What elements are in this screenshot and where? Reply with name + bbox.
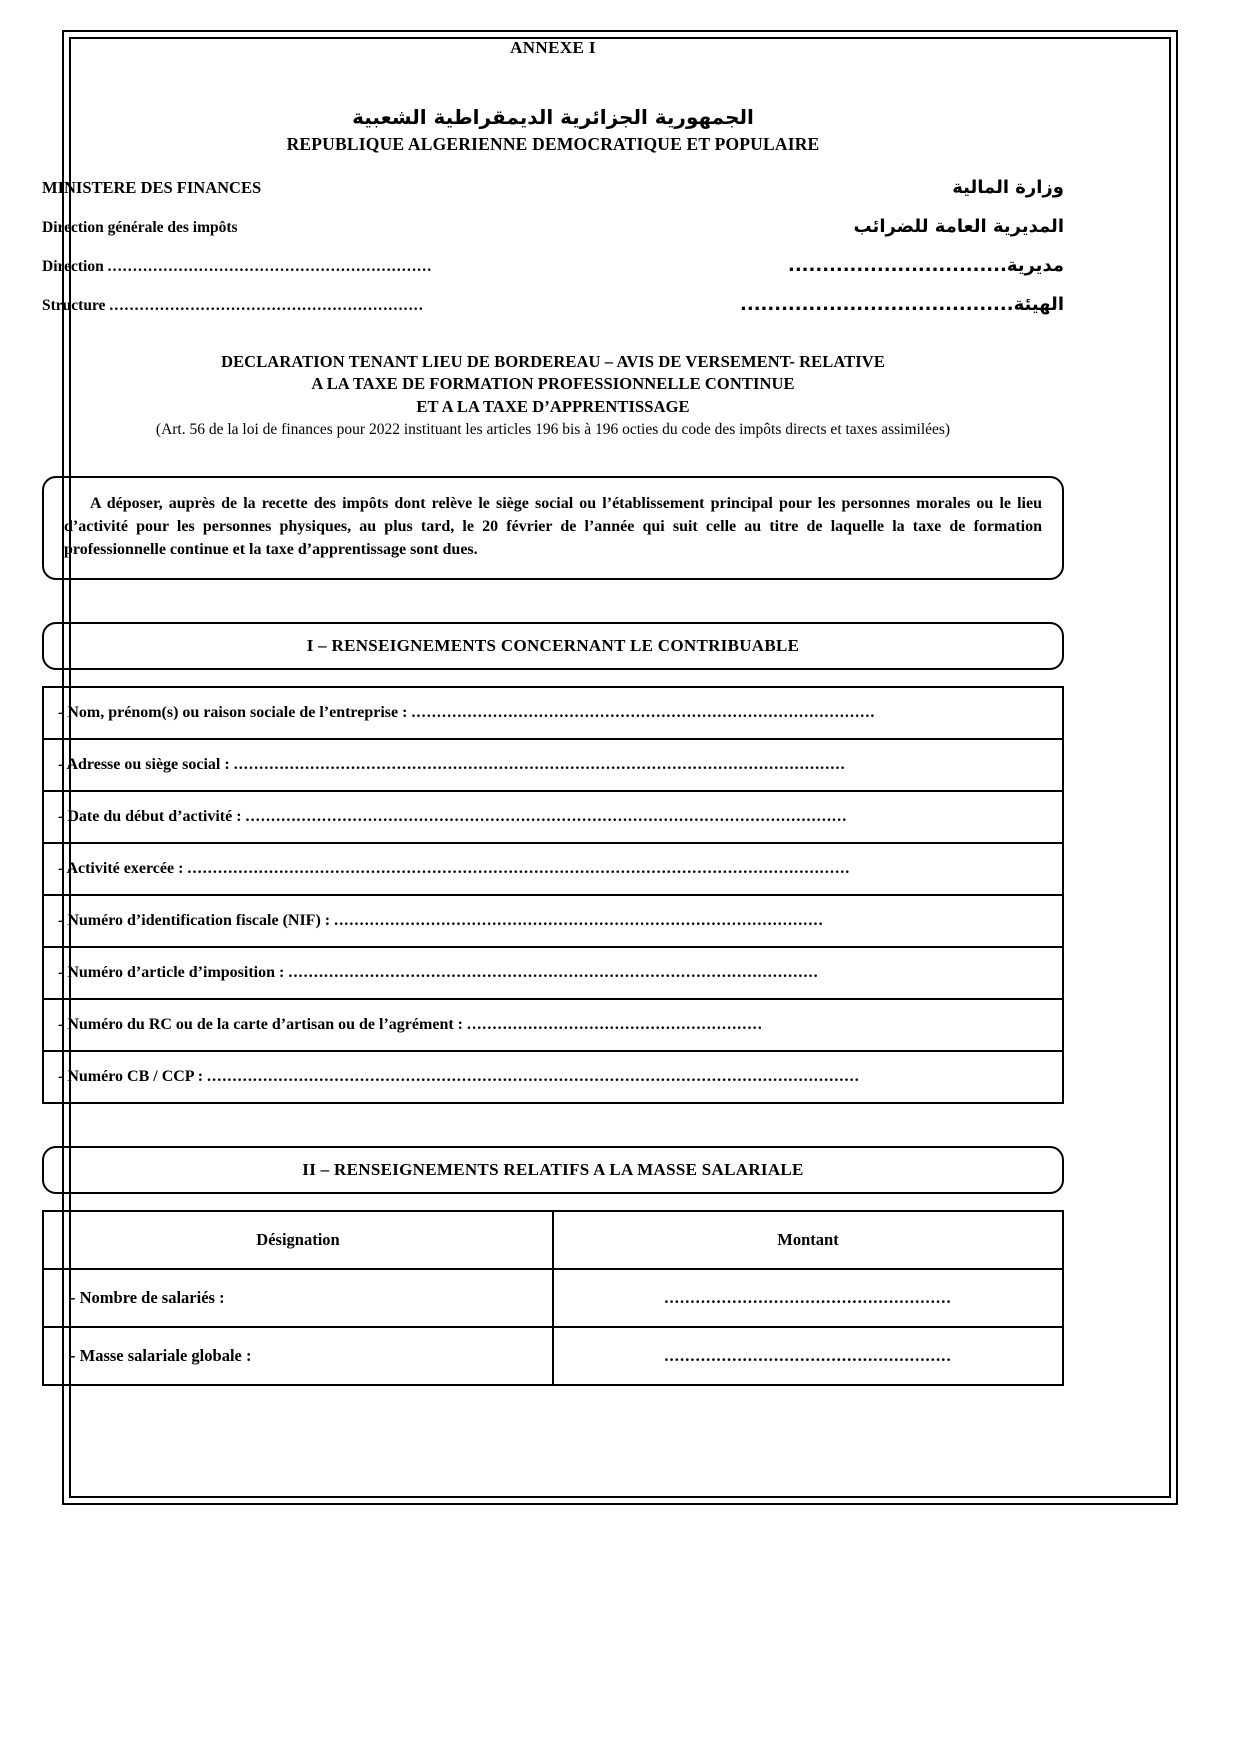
filing-notice-box — [42, 476, 1064, 580]
direction-dots-arabic: ................................ — [788, 255, 1007, 276]
dgi-label-french: Direction générale des impôts — [42, 219, 238, 236]
section-one-heading: I – RENSEIGNEMENTS CONCERNANT LE CONTRIBUABLE — [42, 622, 1064, 670]
column-header-designation: Désignation — [43, 1211, 553, 1269]
form-content — [42, 38, 1064, 1386]
field-row-activite-exercee[interactable] — [44, 844, 1062, 896]
ministry-row — [42, 177, 1064, 198]
field-row-rc-artisan-agrement[interactable] — [44, 1000, 1062, 1052]
cell-montant-masse-salariale[interactable]: ....................................................... — [553, 1327, 1063, 1385]
masse-salariale-table — [42, 1210, 1064, 1386]
field-label-nif: - Numéro d’identification fiscale (NIF) : — [58, 911, 335, 929]
dgi-row — [42, 216, 1064, 237]
table-row — [43, 1269, 1063, 1327]
field-dots-rc-artisan-agrement: .......................................................... — [467, 1015, 763, 1033]
field-label-article-imposition: - Numéro d’article d’imposition : — [58, 963, 289, 981]
annexe-label: ANNEXE I — [510, 38, 596, 57]
field-row-nom[interactable] — [44, 688, 1062, 740]
structure-label-arabic: الهيئة — [1013, 294, 1064, 315]
taxpayer-fields-box — [42, 686, 1064, 1104]
direction-label-arabic: مديرية — [1006, 255, 1064, 276]
direction-field-french[interactable] — [42, 258, 432, 276]
direction-field-arabic[interactable] — [788, 255, 1064, 276]
field-label-rc-artisan-agrement: - Numéro du RC ou de la carte d’artisan ou de l’agrément : — [58, 1015, 467, 1033]
structure-row — [42, 294, 1064, 315]
field-row-cb-ccp[interactable] — [44, 1052, 1062, 1102]
direction-row — [42, 255, 1064, 276]
field-row-date-debut-activite[interactable] — [44, 792, 1062, 844]
ministry-label-arabic: وزارة المالية — [952, 177, 1064, 198]
field-dots-nif: ................................................................................................ — [334, 911, 824, 929]
table-row — [43, 1327, 1063, 1385]
filing-notice-text: A déposer, auprès de la recette des impôts dont relève le siège social ou l’établissement principal pour les personnes morales ou le lieu d’activité pour les personnes physiques, au plus tard, le 20 février de l’année qui suit celle au titre de laquelle la taxe de formation professionnelle continue et la taxe d’apprentissage sont dues. — [64, 494, 1042, 559]
field-label-cb-ccp: - Numéro CB / CCP : — [58, 1067, 208, 1085]
field-dots-adresse: ........................................................................................................................ — [233, 755, 846, 773]
structure-dots-french: .............................................................. — [109, 297, 424, 314]
declaration-title-line-1: DECLARATION TENANT LIEU DE BORDEREAU – AVIS DE VERSEMENT- RELATIVE — [221, 352, 885, 371]
structure-field-arabic[interactable] — [740, 294, 1064, 315]
structure-field-french[interactable] — [42, 297, 424, 315]
structure-label-french: Structure — [42, 297, 106, 314]
legal-reference: (Art. 56 de la loi de finances pour 2022 instituant les articles 196 bis à 196 octies du code des impôts directs et taxes assimilées) — [155, 420, 951, 438]
republic-title-arabic: الجمهورية الجزائرية الديمقراطية الشعبية — [352, 105, 754, 129]
field-dots-nom: ........................................................................................... — [411, 703, 876, 721]
field-dots-cb-ccp: ................................................................................................................................ — [207, 1067, 860, 1085]
cell-designation-masse-salariale: - Masse salariale globale : — [43, 1327, 553, 1385]
declaration-title-line-3: ET A LA TAXE D’APPRENTISSAGE — [416, 396, 690, 416]
field-label-adresse: - Adresse ou siège social : — [58, 755, 234, 773]
republic-title-french: REPUBLIQUE ALGERIENNE DEMOCRATIQUE ET POPULAIRE — [286, 134, 820, 154]
field-row-nif[interactable] — [44, 896, 1062, 948]
field-row-article-imposition[interactable] — [44, 948, 1062, 1000]
ministry-label-french: MINISTERE DES FINANCES — [42, 178, 262, 197]
dgi-label-arabic: المديرية العامة للضرائب — [853, 216, 1064, 237]
declaration-title-block — [42, 351, 1064, 440]
field-label-date-debut-activite: - Date du début d’activité : — [58, 807, 246, 825]
table-header-row — [43, 1211, 1063, 1269]
section-two-heading: II – RENSEIGNEMENTS RELATIFS A LA MASSE SALARIALE — [42, 1146, 1064, 1194]
declaration-title-line-2: A LA TAXE DE FORMATION PROFESSIONNELLE CONTINUE — [311, 374, 795, 394]
structure-dots-arabic: ........................................ — [740, 294, 1014, 315]
field-dots-article-imposition: ........................................................................................................ — [288, 963, 819, 981]
field-dots-date-debut-activite: ...................................................................................................................... — [245, 807, 848, 825]
direction-dots-french: ................................................................ — [107, 258, 433, 275]
field-row-adresse[interactable] — [44, 740, 1062, 792]
field-label-activite-exercee: - Activité exercée : — [58, 859, 188, 877]
cell-designation-nombre-salaries: - Nombre de salariés : — [43, 1269, 553, 1327]
column-header-montant: Montant — [553, 1211, 1063, 1269]
direction-label-french: Direction — [42, 258, 104, 275]
field-label-nom: - Nom, prénom(s) ou raison sociale de l’entreprise : — [58, 703, 412, 721]
field-dots-activite-exercee: .................................................................................................................................. — [187, 859, 851, 877]
cell-montant-nombre-salaries[interactable]: ....................................................... — [553, 1269, 1063, 1327]
